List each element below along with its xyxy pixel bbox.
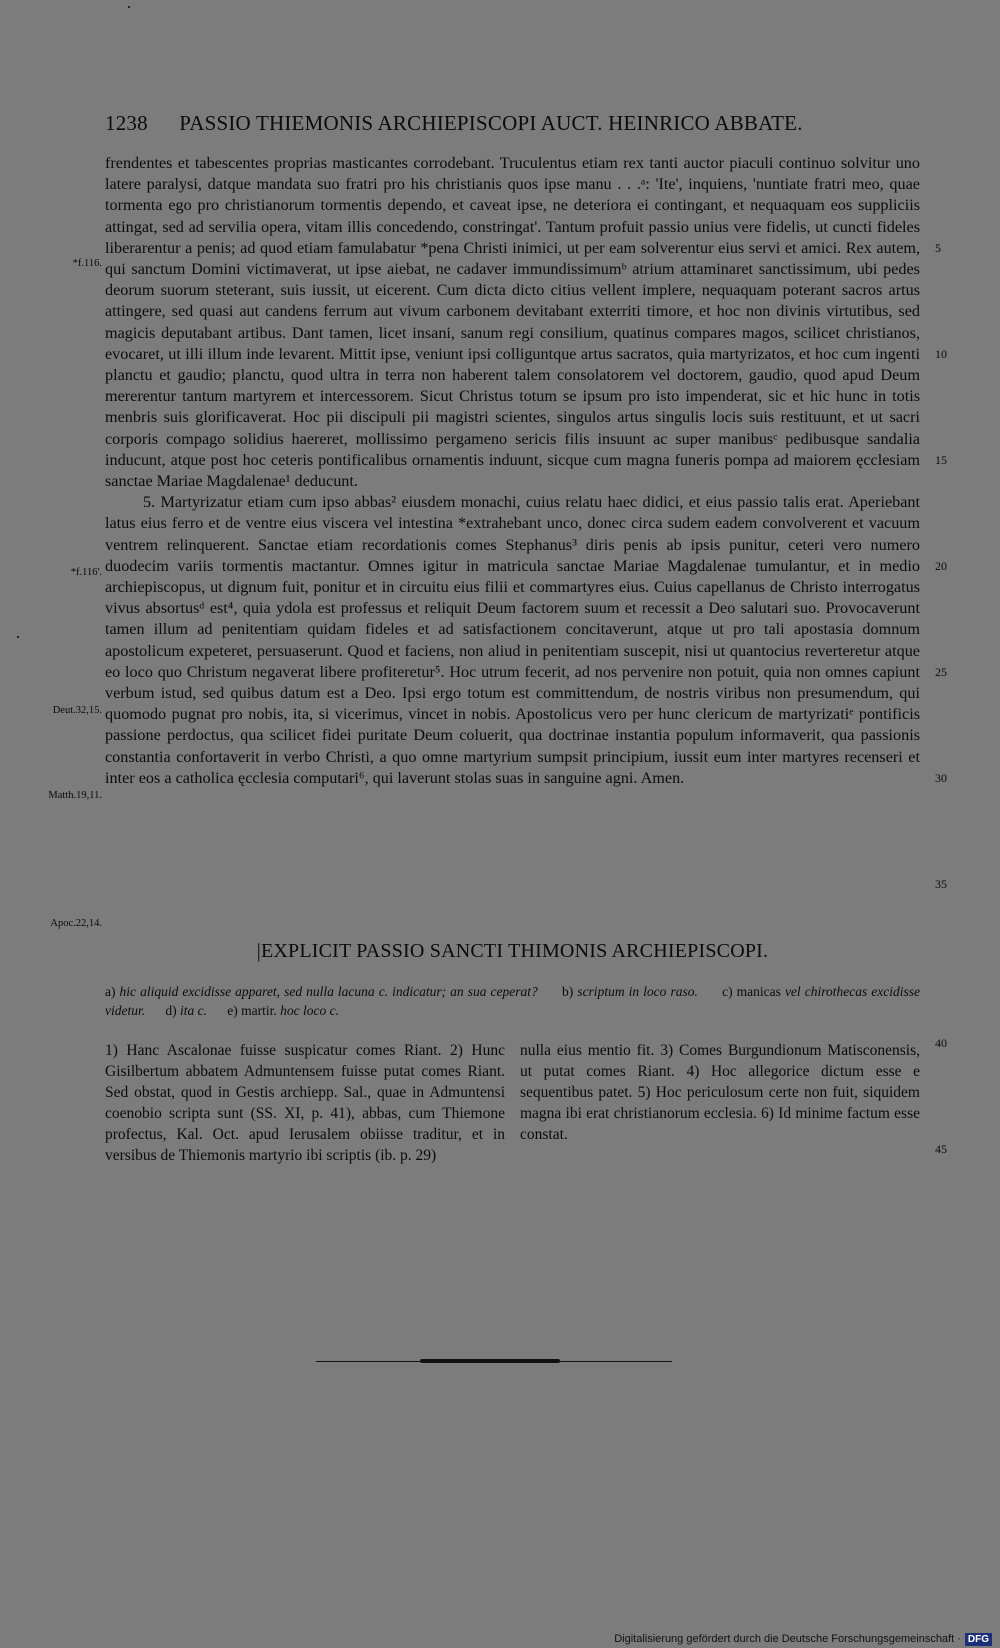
dfg-logo: DFG [965,1633,992,1646]
margin-ref-matth: Matth.19,11. [48,790,102,801]
apparatus-e-text: hoc loco c. [280,1003,339,1018]
running-title: PASSIO THIEMONIS ARCHIEPISCOPI AUCT. HEINRICO ABBATE. [179,111,803,135]
apparatus-a-text: hic aliquid excidisse apparet, sed nulla lacuna c. indicatur; an sua ceperat? [119,984,538,999]
scan-speck [128,6,130,8]
main-text [105,153,920,789]
page-number: 1238 [105,111,148,135]
page-header [105,111,825,136]
apparatus-b-text: scriptum in loco raso. [577,984,698,999]
apparatus-c-siglum: c) [722,984,733,999]
line-number-35: 35 [935,877,947,891]
digitization-credit [614,1631,992,1647]
explicit-heading: |EXPLICIT PASSIO SANCTI THIMONIS ARCHIEPISCOPI. [256,940,769,962]
apparatus-e-siglum: e) [227,1003,238,1018]
paragraph-2: 5. Martyrizatur etiam cum ipso abbas² eiusdem monachi, cuius relatu haec didici, et eius passio talis erat. Aperiebant latus eius ferro et de ventre eius viscera vel intestina *extrahebant unco, donec circa sudem eadem convolverent et vacuum ventrem relinquerent. Sanctae etiam recordationis comes Stephanus³ diris penis ab ipsis punitur, ceteri vero numero duodecim variis tormentis mactantur. Omnes igitur in matricula sanctae Mariae Magdalenae tumulantur, et in medio archiepiscopus, ut dignum fuit, ponitur et in circuitu eius filii et commartyres eius. Cuius capellanus de Christo interrogatus vivus absortusᵈ est⁴, quia ydola est professus et reliquit Deum factorem suum et recessit a Deo salutari suo. Provocaverunt tamen illum ad penitentiam quidam fideles et ad satisfactionem concitaverunt, atque ut pro tali apostasia domnum apostolicum expeteret, persuaserunt. Quod et faciens, non aliud in penitentiam suscepit, nisi ut quantocius reverteretur atque eo loco quo Christum negaverat libere profiteretur⁵. Hoc utrum fecerit, ad nos pervenire non potuit, quia non omnes capiunt verbum istud, sed quibus datum est a Deo. Ipsi ergo totum est committendum, de nostris viribus non presumendum, qui quomodo pugnat pro nobis, ita, si vicerimus, vincet in nobis. Apostolicus vero per hunc clericum de martyrizatiᵉ pontificis passione perdoctus, qua scilicet fidei puritate Deum coluerit, qua doctrinae instantia populum informaverit, qua passionis constantia confortaverit in verbo Christi, a quo omne martyrium sumpsit principium, iussit eum inter martyres recenseri et inter eos a catholica ęcclesia computari⁶, qui laverunt stolas suas in sanguine agni. Amen. [105,493,920,787]
line-number-30: 30 [935,771,947,785]
line-number-20: 20 [935,559,947,573]
line-number-25: 25 [935,665,947,679]
line-number-40: 40 [935,1036,947,1050]
footnotes-left-column: 1) Hanc Ascalonae fuisse suspicatur comes Riant. 2) Hunc Gisilbertum abbatem Admuntensem fuisse putat comes Riant. Sed obstat, quod in Gestis archiepp. Sal., quae in Admuntensi coenobio scripta sunt (SS. XI, p. 41), abbas, cum Thiemone profectus, Kal. Oct. apud Ierusalem obiisse traditur, et in versibus de Thiemonis martyrio ibi scriptis (ib. p. 29) [105,1042,505,1164]
apparatus-d-siglum: d) [165,1003,177,1018]
apparatus-d-text: ita c. [180,1003,207,1018]
line-number-45: 45 [935,1142,947,1156]
apparatus-b-siglum: b) [562,984,574,999]
margin-ref-folio-116: *f.116. [72,258,102,269]
margin-ref-folio-116v: *f.116'. [70,567,102,578]
apparatus-a-siglum: a) [105,984,116,999]
line-number-15: 15 [935,453,947,467]
paragraph-1: frendentes et tabescentes proprias masticantes corrodebant. Truculentus etiam rex tanti auctor piaculi continuo solvitur uno latere paralysi, datque mandata suo fratri pro his christianis quos ipse manu . . .ᵃ: 'Ite', inquiens, 'nuntiate fratri meo, quae tormenta ego pro christianorum tormentis dependo, et caveat ipse, ne deteriora ei contingant, et nequaquam eos suppliciis attingat, sed ad servilia opera, vitam illis concedendo, constringat'. Tantum profuit passio unius vere fidelis, ut cuncti fideles liberarentur a penis; ad quod etiam famulabatur *pena Christi inimici, ut per eam solverentur eius servi et amici. Rex autem, qui sanctum Domini victimaverat, ut ipse aiebat, ne cadaver immundissimumᵇ atrium attaminaret sanctissimum, ubi pedes deorum suorum steterant, suis iussit, ut eicerent. Cum dicta dicto citius vellent implere, nequaquam poterant sacros artus attingere, sed quasi aut candens ferrum aut vivum carbonem devitabant exterriti timore, et hoc non divinis virtutibus, sed magicis deputabant artibus. Dant tamen, licet insani, sanum regi consilium, quatinus compares magos, scilicet christianos, evocaret, ut illi illum inde levarent. Mittit ipse, veniunt ipsi colliguntque artus sacratos, quia martyrizatos, et hoc cum ingenti planctu et gaudio; planctu, quod ultra in terra non haberent talem consolatorem vel doctorem, gaudio, quod apud Deum mererentur tantum martyrem et intercessorem. Sicut Christus totum se ipsum pro isto impenderat, sic et hic hunc in totis menbris suis glorificaverat. Hoc pii discipuli pii magistri scientes, singulos artus singulis locis suis restituunt, et ut sacri corporis compago solidius haereret, mollissimo pergameno sericis filis insuunt ac super manibusᶜ pedibusque sandalia inducunt, atque post hoc ceteris pontificalibus ornamentis induunt, sicque cum magna funeris pompa ad maiorem ęcclesiam sanctae Mariae Magdalenae¹ deducunt. [105,154,920,491]
end-rule-thick [420,1359,560,1363]
scan-speck [17,636,19,638]
apparatus-e-word: martir. [241,1003,277,1018]
critical-apparatus [105,982,920,1020]
margin-ref-deut: Deut.32,15. [52,705,102,716]
line-number-5: 5 [935,241,941,255]
apparatus-c-text: vel chirothecas excidisse videtur. [105,984,920,1018]
footnotes-right-column: nulla eius mentio fit. 3) Comes Burgundionum Matisconensis, ut putat comes Riant. 4) Hoc allegorice dictum esse e sequentibus patet. 5) Hoc periculosum certe non fuit, siquidem magna ibi erat christianorum ecclesia. 6) Id minime factum esse constat. [520,1042,920,1143]
margin-ref-apoc: Apoc.22,14. [50,918,102,929]
line-number-10: 10 [935,347,947,361]
apparatus-c-word: manicas [736,984,781,999]
footnotes [105,1040,920,1166]
credit-text: Digitalisierung gefördert durch die Deutsche Forschungsgemeinschaft · [614,1633,961,1645]
